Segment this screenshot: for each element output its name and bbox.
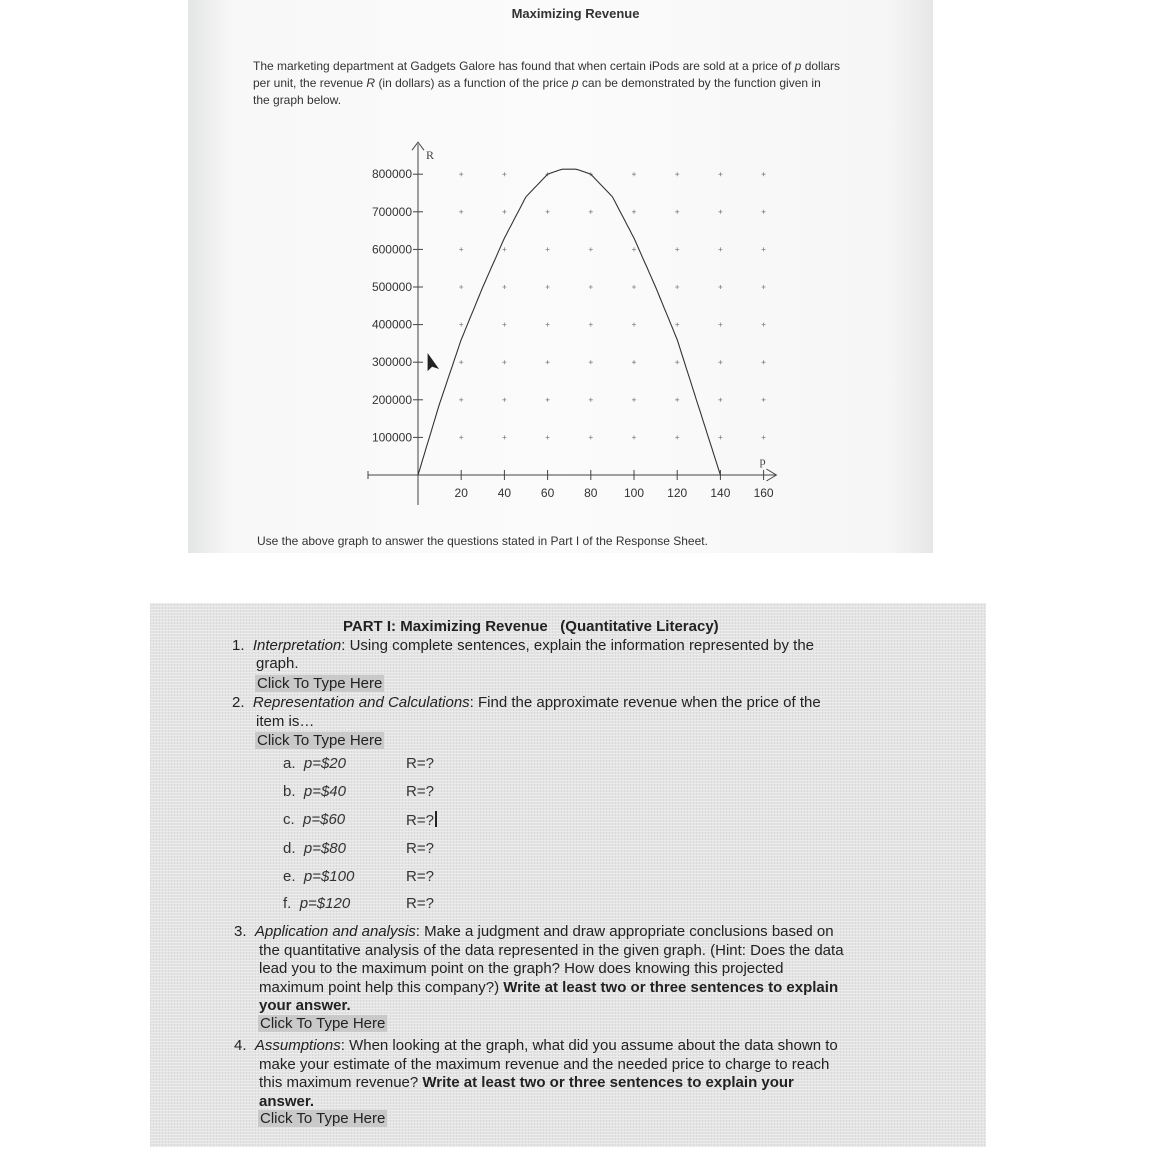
question-3-line2: the quantitative analysis of the data represented in the given graph. (Hint: Does the data [259,942,844,959]
question-1: 1. Interpretation: Using complete sentences, explain the information represented by the [232,637,815,654]
y-tick-label: 100000 [371,430,412,445]
grid-marker [632,172,636,176]
grid-marker [589,435,593,439]
x-tick-label: 80 [584,486,598,500]
grid-marker [675,398,679,402]
grid-marker [762,210,766,214]
part-heading: PART I: Maximizing Revenue (Quantitative Literacy) [343,618,719,635]
grid-marker [675,360,679,364]
grid-marker [762,360,766,364]
grid-marker [502,285,506,289]
mouse-pointer-icon [428,354,438,370]
grid-marker [459,360,463,364]
grid-marker [718,360,722,364]
grid-marker [502,210,506,214]
question-3-line4: maximum point help this company?) Write at least two or three sentences to explain [259,979,839,996]
revenue-chart [348,130,788,510]
grid-marker [762,172,766,176]
grid-marker [632,247,636,251]
question-2-cont: item is… [256,713,315,730]
grid-marker [718,285,722,289]
grid-marker [762,323,766,327]
question-2: 2. Representation and Calculations: Find the approximate revenue when the price of the [232,694,821,711]
grid-marker [589,360,593,364]
grid-marker [675,172,679,176]
grid-marker [718,210,722,214]
grid-marker [546,360,550,364]
grid-marker [459,435,463,439]
grid-marker [502,435,506,439]
grid-marker [632,360,636,364]
grid-marker [502,247,506,251]
y-tick-label: 700000 [371,204,412,219]
grid-marker [502,398,506,402]
x-tick-label: 100 [623,486,645,500]
grid-marker [546,210,550,214]
q2-answer-field[interactable]: Click To Type Here [257,732,383,749]
grid-marker [589,247,593,251]
grid-marker [762,398,766,402]
question-3-line5: your answer. [259,997,351,1014]
grid-marker [632,323,636,327]
item-d-price: d. p=$80 [283,840,346,857]
x-tick-label: 120 [667,486,688,500]
item-c-revenue[interactable]: R=? [406,811,437,829]
grid-marker [675,247,679,251]
grid-marker [546,398,550,402]
grid-marker [589,285,593,289]
question-1-cont: graph. [256,655,299,672]
item-a-price: a. p=$20 [283,755,346,772]
q1-answer-field[interactable]: Click To Type Here [257,675,383,692]
worksheet-graph-page [188,0,933,553]
item-f-price: f. p=$120 [283,895,351,912]
grid-marker [675,210,679,214]
grid-marker [632,435,636,439]
grid-marker [502,360,506,364]
grid-marker [762,435,766,439]
grid-marker [459,398,463,402]
grid-marker [632,210,636,214]
grid-marker [718,172,722,176]
item-c-price: c. p=$60 [283,811,346,828]
grid-marker [502,172,506,176]
grid-marker [632,285,636,289]
y-axis-label: R [426,148,435,163]
item-b-price: b. p=$40 [283,783,346,800]
revenue-curve [418,169,720,475]
x-tick-label: 20 [454,486,468,500]
question-4-line2: make your estimate of the maximum revenue and the needed price to charge to reach [259,1056,830,1073]
grid-marker [718,398,722,402]
grid-marker [762,247,766,251]
grid-marker [675,435,679,439]
x-tick-label: 60 [540,486,555,500]
grid-marker [718,247,722,251]
grid-marker [675,285,679,289]
y-tick-label: 400000 [371,317,412,332]
grid-marker [718,435,722,439]
q4-answer-field[interactable]: Click To Type Here [260,1110,386,1127]
grid-marker [589,323,593,327]
grid-marker [502,323,506,327]
grid-marker [546,285,550,289]
grid-marker [459,247,463,251]
grid-marker [762,285,766,289]
grid-marker [675,323,679,327]
intro-paragraph: The marketing department at Gadgets Galore has found that when certain iPods are sold at a price of p dollars per unit, the revenue R (in dollars) as a function of the price p can be demonstrated by the function given in the graph below. [253,59,841,107]
x-axis-label: p [759,454,766,468]
item-e-revenue[interactable]: R=? [406,868,434,885]
y-tick-label: 200000 [371,392,412,407]
page-title: Maximizing Revenue [511,6,640,21]
y-tick-label: 300000 [371,355,412,370]
grid-marker [459,210,463,214]
x-tick-label: 40 [497,486,512,500]
question-4: 4. Assumptions: When looking at the graph, what did you assume about the data shown to [234,1037,838,1054]
x-tick-label: 160 [753,486,774,500]
grid-marker [589,398,593,402]
item-f-revenue[interactable]: R=? [406,895,434,912]
y-tick-label: 800000 [371,167,412,182]
item-d-revenue[interactable]: R=? [406,840,434,857]
question-3: 3. Application and analysis: Make a judgment and draw appropriate conclusions based on [234,923,834,940]
grid-marker [459,323,463,327]
text-cursor [435,811,437,827]
q3-answer-field[interactable]: Click To Type Here [260,1015,386,1032]
grid-marker [459,172,463,176]
grid-marker [632,398,636,402]
item-a-revenue[interactable]: R=? [406,755,434,772]
item-b-revenue[interactable]: R=? [406,783,434,800]
response-sheet [150,603,986,1147]
grid-marker [459,285,463,289]
question-4-line4: answer. [259,1093,315,1110]
y-tick-label: 500000 [371,280,412,294]
grid-marker [546,435,550,439]
item-e-price: e. p=$100 [283,868,355,885]
y-tick-label: 600000 [371,242,412,257]
graph-instructions: Use the above graph to answer the questions stated in Part I of the Response Sheet. [257,534,708,548]
grid-marker [546,247,550,251]
question-4-line3: this maximum revenue? Write at least two or three sentences to explain your [259,1074,794,1091]
grid-marker [546,323,550,327]
x-tick-label: 140 [710,486,731,500]
question-3-line3: lead you to the maximum point on the graph? How does knowing this projected [259,960,784,977]
grid-marker [589,210,593,214]
grid-marker [718,323,722,327]
